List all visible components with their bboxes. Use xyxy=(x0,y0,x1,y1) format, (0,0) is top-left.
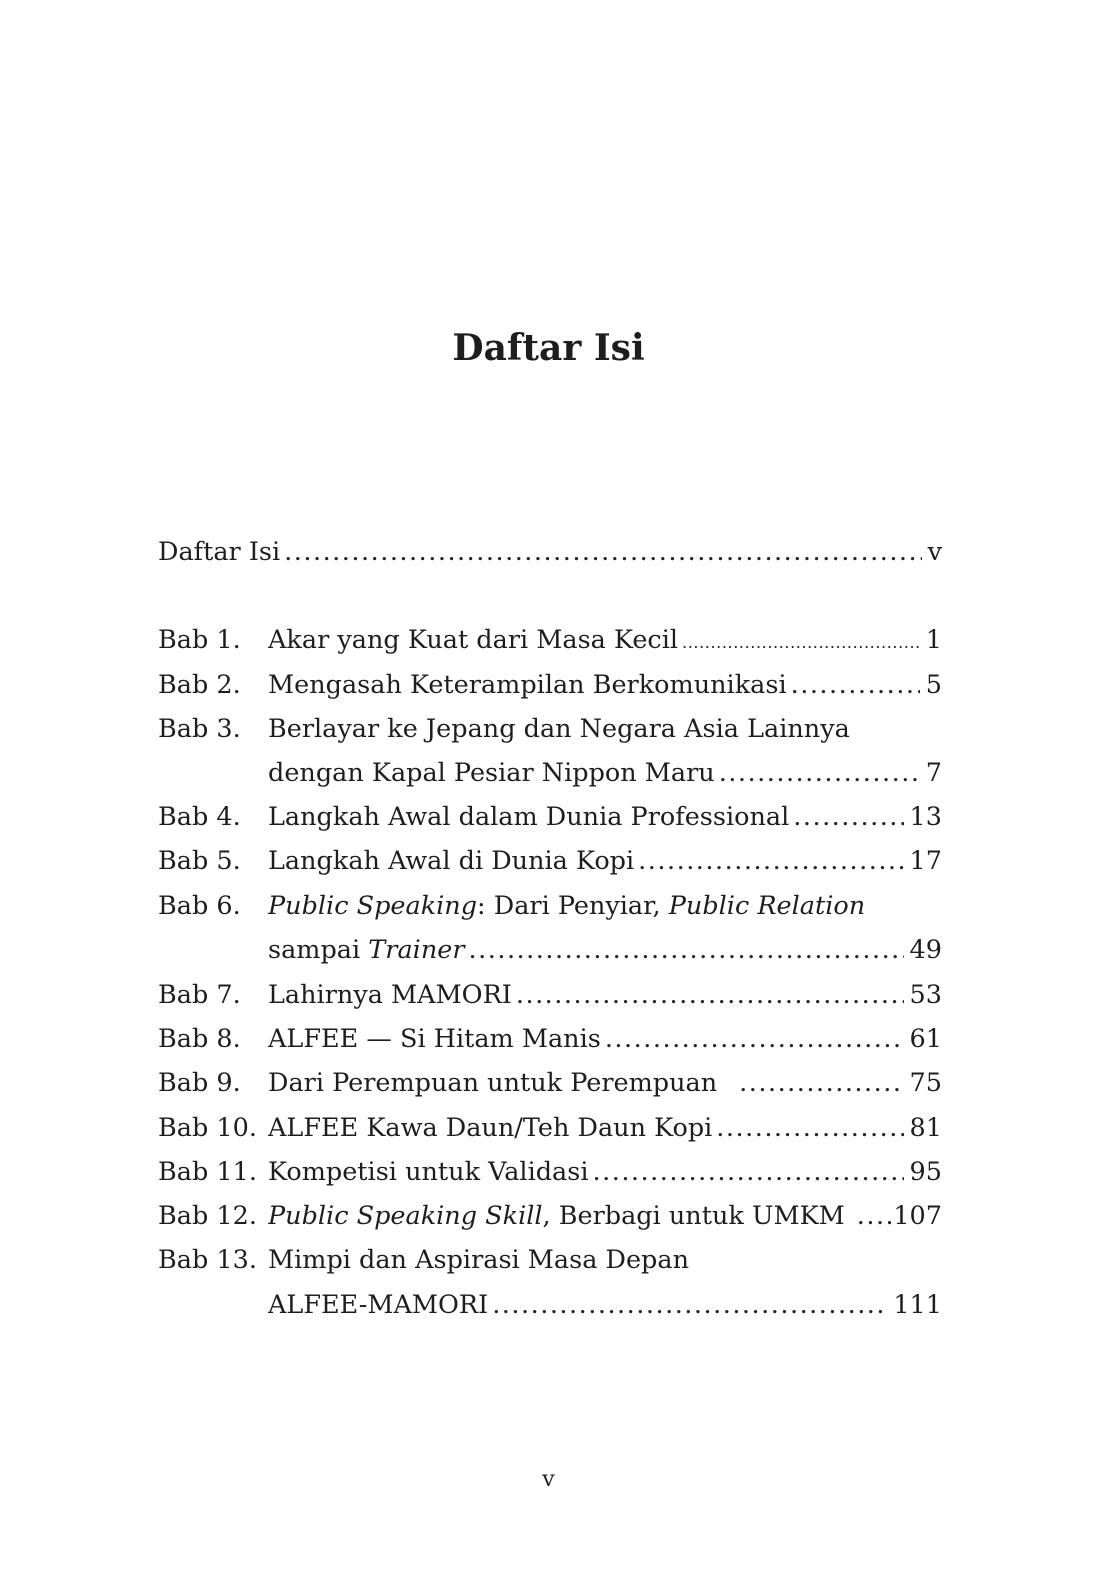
chapter-title: Kompetisi untuk Validasi xyxy=(268,1157,589,1187)
toc-entry-bab-3-continued[interactable] xyxy=(158,753,942,793)
toc-page-number: 95 xyxy=(909,1157,942,1187)
chapter-title: Akar yang Kuat dari Masa Kecil xyxy=(268,625,679,655)
dot-leader xyxy=(638,841,903,881)
chapter-title xyxy=(268,1196,845,1236)
chapter-title-italic: Trainer xyxy=(368,935,465,965)
toc-entry-bab-11[interactable] xyxy=(158,1152,942,1192)
dot-leader xyxy=(716,1108,903,1148)
toc-entry-bab-6-continued[interactable] xyxy=(158,930,942,970)
toc-page-number: 111 xyxy=(893,1290,942,1320)
toc-page-number: 61 xyxy=(909,1024,942,1054)
chapter-label: Bab 8. xyxy=(158,1024,241,1054)
page-title: Daftar Isi xyxy=(452,327,645,369)
dot-leader xyxy=(605,1019,904,1059)
chapter-title-continued: ALFEE-MAMORI xyxy=(268,1290,489,1320)
chapter-title-segment: sampai xyxy=(268,935,369,965)
toc-page-number: 81 xyxy=(909,1113,942,1143)
chapter-title: ALFEE Kawa Daun/Teh Daun Kopi xyxy=(268,1113,713,1143)
toc-page-number: 13 xyxy=(909,802,942,832)
dot-leader xyxy=(791,665,920,705)
toc-entry-bab-12[interactable] xyxy=(158,1196,942,1236)
dot-leader xyxy=(516,975,904,1015)
chapter-title-italic: Public Speaking xyxy=(268,891,478,921)
chapter-label: Bab 12. xyxy=(158,1201,257,1231)
chapter-title: Mimpi dan Aspirasi Masa Depan xyxy=(268,1245,689,1275)
chapter-title: Langkah Awal dalam Dunia Professional xyxy=(268,802,790,832)
toc-page-number: 49 xyxy=(909,935,942,965)
dot-leader xyxy=(739,1063,903,1103)
toc-entry-bab-13-continued[interactable] xyxy=(158,1285,942,1325)
toc-entry-bab-7[interactable] xyxy=(158,975,942,1015)
toc-page-number: 107 xyxy=(893,1201,942,1231)
chapter-title: Lahirnya MAMORI xyxy=(268,980,512,1010)
toc-entry-bab-6[interactable] xyxy=(158,886,942,926)
chapter-label: Bab 11. xyxy=(158,1157,257,1187)
chapter-label: Bab 9. xyxy=(158,1068,241,1098)
toc-entry-bab-3[interactable] xyxy=(158,709,942,749)
toc-entry-bab-2[interactable] xyxy=(158,665,942,705)
toc-page-number: 5 xyxy=(925,670,942,700)
chapter-title: Berlayar ke Jepang dan Negara Asia Lainnya xyxy=(268,714,850,744)
chapter-title: Mengasah Keterampilan Berkomunikasi xyxy=(268,670,787,700)
toc-entry-title: Daftar Isi xyxy=(158,537,281,567)
toc-entry-daftar-isi[interactable] xyxy=(158,532,942,572)
toc-page-number: 7 xyxy=(925,758,942,788)
page-number-footer: v xyxy=(542,1467,555,1492)
toc-page-number: 75 xyxy=(909,1068,942,1098)
dot-leader xyxy=(793,797,903,837)
chapter-label: Bab 4. xyxy=(158,802,241,832)
toc-entry-bab-8[interactable] xyxy=(158,1019,942,1059)
toc-page-number: 53 xyxy=(909,980,942,1010)
dot-leader xyxy=(857,1196,892,1236)
toc-page-number: v xyxy=(927,537,942,567)
chapter-label: Bab 7. xyxy=(158,980,241,1010)
chapter-title: Dari Perempuan untuk Perempuan xyxy=(268,1068,718,1098)
chapter-title-continued: dengan Kapal Pesiar Nippon Maru xyxy=(268,758,715,788)
chapter-title: Langkah Awal di Dunia Kopi xyxy=(268,846,635,876)
dot-leader xyxy=(284,532,921,572)
chapter-title-italic: Public Relation xyxy=(668,891,866,921)
toc-entry-bab-10[interactable] xyxy=(158,1108,942,1148)
chapter-label: Bab 6. xyxy=(158,891,241,921)
chapter-label: Bab 10. xyxy=(158,1113,257,1143)
chapter-title: ALFEE — Si Hitam Manis xyxy=(268,1024,601,1054)
chapter-title xyxy=(268,886,865,926)
chapter-label: Bab 5. xyxy=(158,846,241,876)
chapter-title-segment: : Dari Penyiar, xyxy=(477,891,669,921)
dot-leader xyxy=(682,623,920,663)
toc-entry-bab-4[interactable] xyxy=(158,797,942,837)
chapter-title-italic: Public Speaking Skill xyxy=(268,1201,543,1231)
dot-leader xyxy=(469,930,904,970)
dot-leader xyxy=(719,753,920,793)
chapter-label: Bab 2. xyxy=(158,670,241,700)
toc-entry-bab-9[interactable] xyxy=(158,1063,942,1103)
toc-entry-bab-5[interactable] xyxy=(158,841,942,881)
dot-leader xyxy=(492,1285,887,1325)
toc-page-number: 1 xyxy=(925,625,942,655)
toc-entry-bab-13[interactable] xyxy=(158,1240,942,1280)
chapter-label: Bab 3. xyxy=(158,714,241,744)
chapter-label: Bab 13. xyxy=(158,1245,257,1275)
chapter-label: Bab 1. xyxy=(158,625,241,655)
chapter-title-segment: , Berbagi untuk UMKM xyxy=(542,1201,845,1231)
toc-entry-bab-1[interactable] xyxy=(158,620,942,660)
toc-page-number: 17 xyxy=(909,846,942,876)
dot-leader xyxy=(593,1152,904,1192)
chapter-title-continued xyxy=(268,930,465,970)
